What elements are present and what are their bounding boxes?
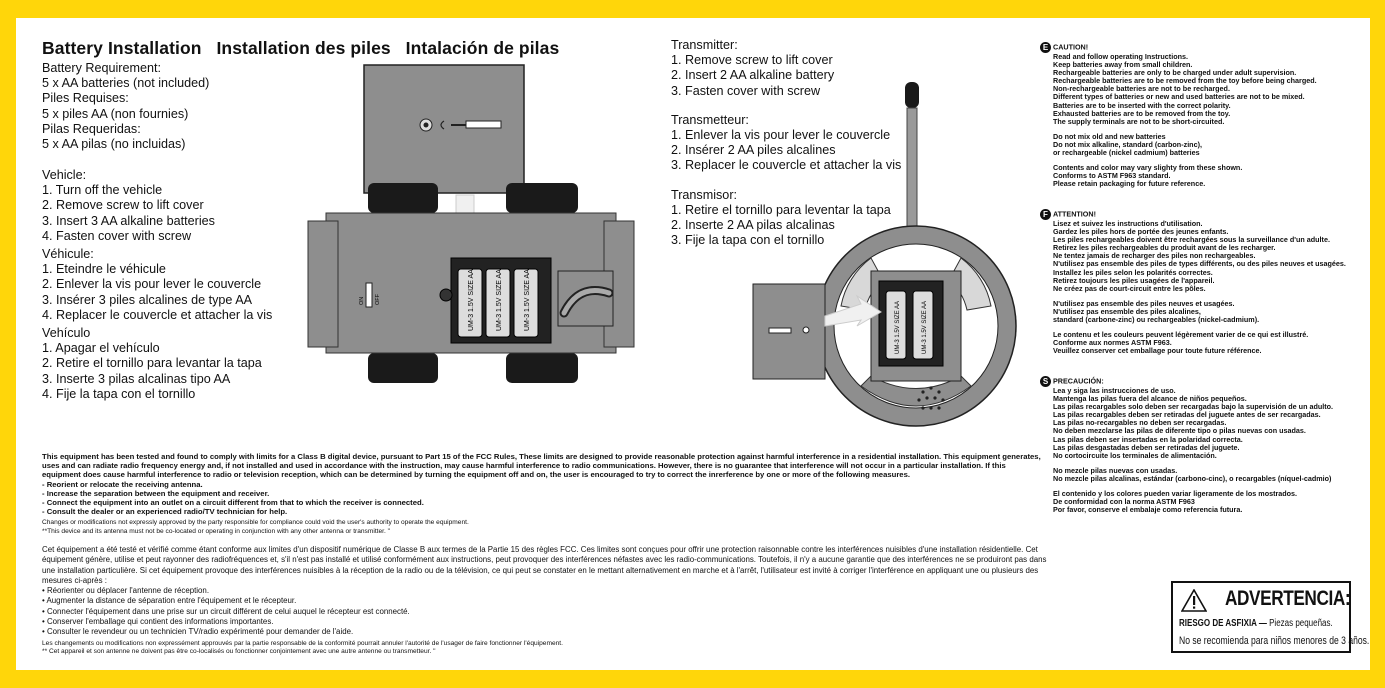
caution-line: De conformidad con la norma ASTM F963	[1053, 497, 1195, 507]
step: 3. Insérer 3 piles alcalines de type AA	[42, 292, 253, 307]
req-line: 5 x AA batteries (not included)	[42, 76, 210, 91]
step: 3. Fije la tapa con el tornillo	[671, 233, 825, 248]
step: 1. Eteindre le véhicule	[42, 262, 166, 277]
step: 3. Insert 3 AA alkaline batteries	[42, 213, 215, 228]
caution-line: El contenido y los colores pueden variar ligeramente de los mostrados.	[1053, 489, 1298, 499]
step: 2. Enlever la vis pour lever le couvercle	[42, 277, 262, 292]
caution-line: Batteries are to be inserted with the correct polarity.	[1053, 100, 1231, 110]
caution-line: Les piles rechargeables doivent être rechargées sous la surveillance d'un adulte.	[1053, 235, 1330, 245]
caution-line: Lisez et suivez les instructions d'utilisation.	[1053, 219, 1203, 228]
step: 2. Insert 2 AA alkaline battery	[671, 68, 835, 83]
fcc-bullet: - Reorient or relocate the receiving antenna.	[42, 479, 203, 489]
caution-line: Las pilas desgastadas deben ser retiradas del juguete.	[1053, 442, 1240, 452]
caution-line: No mezcle pilas alcalinas, estándar (carbono-cinc), o recargables (níquel-cadmio)	[1053, 473, 1332, 483]
caution-line: Mantenga las pilas fuera del alcance de niños pequeños.	[1053, 394, 1247, 404]
battery-requirements	[42, 61, 209, 152]
step: 1. Enlever la vis pour lever le couvercle	[671, 128, 891, 143]
warning-risk-text: Piezas pequeñas.	[1266, 618, 1333, 629]
caution-line: Rechargeable batteries are to be removed from the toy before being charged.	[1053, 76, 1317, 86]
caution-line: Different types of batteries or new and used batteries are not to be mixed.	[1053, 92, 1305, 102]
caution-line: Retirez toujours les piles usagées de l'appareil.	[1053, 275, 1215, 285]
caution-es	[1040, 376, 1333, 514]
fcc-bullet: - Consult the dealer or an experienced radio/TV technician for help.	[42, 507, 288, 517]
fcc-bullet: • Consulter le revendeur ou un technicien TV/radio expérimenté pour demander de l'aide.	[42, 627, 354, 637]
caution-line: standard (carbone-zinc) ou rechargeables (nickel-cadmium).	[1053, 315, 1260, 325]
vehicle-title-fr: Véhicule:	[42, 247, 94, 262]
caution-line: Conforme aux normes ASTM F963.	[1053, 338, 1172, 348]
caution-line: The supply terminals are not to be short-circuited.	[1053, 116, 1225, 126]
step: 2. Insérer 2 AA piles alcalines	[671, 143, 836, 158]
title-en: Battery Installation	[42, 38, 202, 58]
french-badge-icon: F	[1040, 209, 1051, 220]
req-line: Piles Requises:	[42, 91, 129, 106]
caution-line: Conforms to ASTM F963 standard.	[1053, 171, 1171, 181]
step: 3. Inserte 3 pilas alcalinas tipo AA	[42, 371, 231, 386]
transmitter-title-es: Transmisor:	[671, 187, 738, 202]
caution-line: Do not mix alkaline, standard (carbon-zinc),	[1053, 139, 1202, 149]
caution-line: Las pilas deben ser insertadas en la polaridad correcta.	[1053, 434, 1243, 444]
step: 2. Remove screw to lift cover	[42, 198, 204, 213]
fcc-bullet: • Augmenter la distance de séparation entre l'équipement et le récepteur.	[42, 596, 297, 606]
switch-off-label: OFF	[375, 294, 381, 305]
fcc-bullet: • Réorienter ou déplacer l'antenne de réception.	[42, 586, 210, 596]
warning-age-line: No se recomienda para niños menores de 3 años.	[1179, 635, 1370, 647]
caution-en	[1040, 42, 1317, 188]
vehicle-title-es: Vehículo	[42, 326, 91, 341]
fcc-bullet: - Connect the equipment into an outlet on a circuit different from that to which the receiver is connected.	[42, 498, 424, 508]
caution-line: Keep batteries away from small children.	[1053, 60, 1193, 70]
step: 3. Fasten cover with screw	[671, 83, 821, 98]
vehicle-diagram	[306, 63, 636, 418]
caution-line: Retirez les piles rechargeables du produit avant de les recharger.	[1053, 243, 1276, 253]
step: 1. Apagar el vehículo	[42, 341, 160, 356]
warning-title: ADVERTENCIA:	[1225, 587, 1351, 610]
wheel-icon	[506, 353, 578, 383]
caution-line: Contents and color may vary slighty from these shown.	[1053, 163, 1243, 173]
caution-fr	[1040, 209, 1346, 355]
caution-title: PRECAUCIÓN:	[1053, 376, 1104, 386]
req-line: Battery Requirement:	[42, 61, 161, 75]
caution-line: Do not mix old and new batteries	[1053, 131, 1166, 141]
caution-line: Las pilas recargables solo deben ser recargadas bajo la supervisión de un adulto.	[1053, 402, 1334, 412]
warning-risk-line	[1179, 618, 1333, 629]
req-line: 5 x AA pilas (no incluidas)	[42, 137, 186, 152]
caution-line: Please retain packaging for future reference.	[1053, 179, 1206, 189]
spanish-badge-icon: S	[1040, 376, 1051, 387]
transmitter-title-fr: Transmetteur:	[671, 112, 749, 127]
step: 1. Retire el tornillo para leventar la tapa	[671, 202, 891, 217]
req-line: 5 x piles AA (non fournies)	[42, 106, 189, 121]
warning-risk-label: RIESGO DE ASFIXIA —	[1179, 618, 1267, 629]
instruction-sheet	[16, 18, 1370, 670]
side-compartment	[558, 271, 613, 326]
step: 2. Inserte 2 AA pilas alcalinas	[671, 218, 835, 233]
power-switch	[366, 283, 372, 307]
caution-line: N'utilisez pas ensemble des piles de types différents, ou des piles neuves et usagées.	[1053, 259, 1346, 269]
step: 1. Remove screw to lift cover	[671, 53, 833, 68]
fcc-paragraph: Cet équipement a été testé et vérifié comme étant conforme aux limites d'un dispositif numérique de Classe B aux termes de la Partie 15 des règles FCC. Ces limites sont conçues pour offrir une protection raisonnable contre les interférences nuisibles d'une installation résidentielle. Cet équipement génère, utilise et peut rayonner des radiofréquences et, s'il n'est pas installé et utilisé conformément aux instructions, peut provoquer des interférences néfastes avec les radio-communications. Toutefois, il n'y a aucune garantie que des interférences ne se produiront pas dans une installation particulière. Si cet équipement provoque des interférences nuisibles à la réception de la radio ou de la télévision, ce qui peut se constater en le mettant alternativement en marche et à l'arrêt, l'utilisateur est invité à corriger l'interférence en appliquant une ou plusieurs des mesures ci-après :	[42, 545, 1047, 585]
caution-line: Read and follow operating Instructions.	[1053, 52, 1188, 61]
caution-line: Rechargeable batteries are only to be charged under adult supervision.	[1053, 68, 1297, 78]
battery-label: UM-3 1.5V SIZE AA	[468, 269, 475, 331]
caution-line: Le contenu et les couleurs peuvent légèrement varier de ce qui est illustré.	[1053, 330, 1309, 340]
wheel-icon	[368, 183, 438, 213]
caution-title: ATTENTION!	[1053, 209, 1096, 219]
caution-line: Por favor, conserve el embalaje como referencia futura.	[1053, 505, 1243, 515]
english-badge-icon: E	[1040, 42, 1051, 53]
caution-line: Ne créez pas de court-circuit entre les pôles.	[1053, 283, 1206, 293]
fcc-bullet: • Conserver l'emballage qui contient des informations importantes.	[42, 617, 274, 627]
caution-line: No mezcle pilas nuevas con usadas.	[1053, 465, 1178, 475]
vehicle-title-en: Vehicle:	[42, 168, 87, 182]
fcc-note: **This device and its antenna must not be co-located or operating in conjunction with any other antenna or transmitter. "	[42, 527, 390, 535]
fcc-statement-en	[42, 452, 1042, 536]
screwdriver-icon	[466, 121, 501, 128]
fcc-statement-fr	[42, 545, 1052, 656]
caution-line: Lea y siga las instrucciones de uso.	[1053, 386, 1176, 395]
caution-line: Las pilas no-recargables no deben ser recargadas.	[1053, 418, 1227, 428]
caution-line: Las pilas recargables deben ser retiradas del juguete antes de ser recargadas.	[1053, 410, 1321, 420]
battery-label: UM-3 1.5V SIZE AA	[922, 300, 928, 354]
fcc-note: ** Cet appareil et son antenne ne doivent pas être co-localisés ou fonctionner conjointement avec une autre antenne ou transmetteur. "	[42, 647, 436, 655]
screw-icon	[440, 289, 452, 301]
wheel-icon	[506, 183, 578, 213]
warning-triangle-icon	[1181, 589, 1207, 612]
caution-line: or rechargeable (nickel cadmium) batteries	[1053, 148, 1200, 158]
caution-line: N'utilisez pas ensemble des piles alcalines,	[1053, 306, 1201, 316]
transmitter-diagram	[751, 76, 1046, 431]
caution-line: Exhausted batteries are to be removed from the toy.	[1053, 108, 1231, 118]
step: 4. Fasten cover with screw	[42, 228, 192, 243]
step: 4. Fije la tapa con el tornillo	[42, 386, 196, 401]
battery-label: UM-3 1.5V SIZE AA	[524, 269, 531, 331]
caution-line: No cortocircuite los terminales de alimentación.	[1053, 450, 1217, 460]
caution-line: Installez les piles selon les polarités correctes.	[1053, 267, 1213, 277]
caution-line: N'utilisez pas ensemble des piles neuves et usagées.	[1053, 298, 1235, 308]
caution-line: Non-rechargeable batteries are not to be recharged.	[1053, 84, 1230, 94]
fcc-bullet: - Increase the separation between the equipment and receiver.	[42, 488, 270, 498]
battery-label: UM-3 1.5V SIZE AA	[496, 269, 503, 331]
fcc-note: Changes or modifications not expressly approved by the party responsible for compliance could void the user's authority to operate the equipment.	[42, 519, 469, 527]
wheel-icon	[368, 353, 438, 383]
caution-line: Gardez les piles hors de portée des jeunes enfants.	[1053, 227, 1229, 237]
fcc-note: Les changements ou modifications non expressément approuvés par la partie responsable de la conformité pourrait annuler l'autorité de l'usager de faire fonctionner l'équipement.	[42, 639, 563, 647]
caution-line: Ne tentez jamais de recharger des piles non rechargeables.	[1053, 251, 1256, 261]
step: 4. Replacer le couvercle et attacher la vis	[42, 307, 273, 322]
transmitter-title-en: Transmitter:	[671, 38, 738, 52]
step: 3. Replacer le couvercle et attacher la vis	[671, 158, 902, 173]
antenna-tip	[905, 82, 919, 108]
switch-on-label: ON	[359, 296, 365, 305]
choking-warning-box	[1171, 581, 1370, 653]
page-title	[42, 38, 559, 59]
step: 2. Retire el tornillo para levantar la tapa	[42, 356, 262, 371]
battery-label: UM-3 1.5V SIZE AA	[895, 300, 901, 354]
fcc-bullet: • Connecter l'équipement dans une prise sur un circuit différent de celui auquel le récepteur est connecté.	[42, 606, 410, 616]
title-fr: Installation des piles	[216, 38, 391, 58]
title-es: Intalación de pilas	[405, 38, 560, 58]
caution-line: No deben mezclarse las pilas de diferente tipo o pilas nuevas con usadas.	[1053, 426, 1306, 436]
caution-line: Veuillez conserver cet emballage pour toute future référence.	[1053, 346, 1262, 356]
req-line: Pilas Requeridas:	[42, 121, 141, 136]
fcc-paragraph: This equipment has been tested and found to comply with limits for a Class B digital device, pursuant to Part 15 of the FCC Rules, These limits are designed to provide reasonable protection against harmful interference in a residential installation. This equipment generates, uses and can radiate radio frequency energy and, if not installed and used in accordance with the instruction, may cause harmful interference to radio communications. However, there is no guarantee that interference will not occur in a particular installation. If this equipment does cause harmful interference to radio or television reception, which can be determined by turning the equipment off and on, the user is encouraged to try to correct the inrerference by one or more of the following measures.	[42, 452, 1041, 480]
caution-title: CAUTION!	[1053, 42, 1089, 52]
vehicle-instructions	[42, 168, 272, 402]
step: 1. Turn off the vehicle	[42, 183, 163, 198]
